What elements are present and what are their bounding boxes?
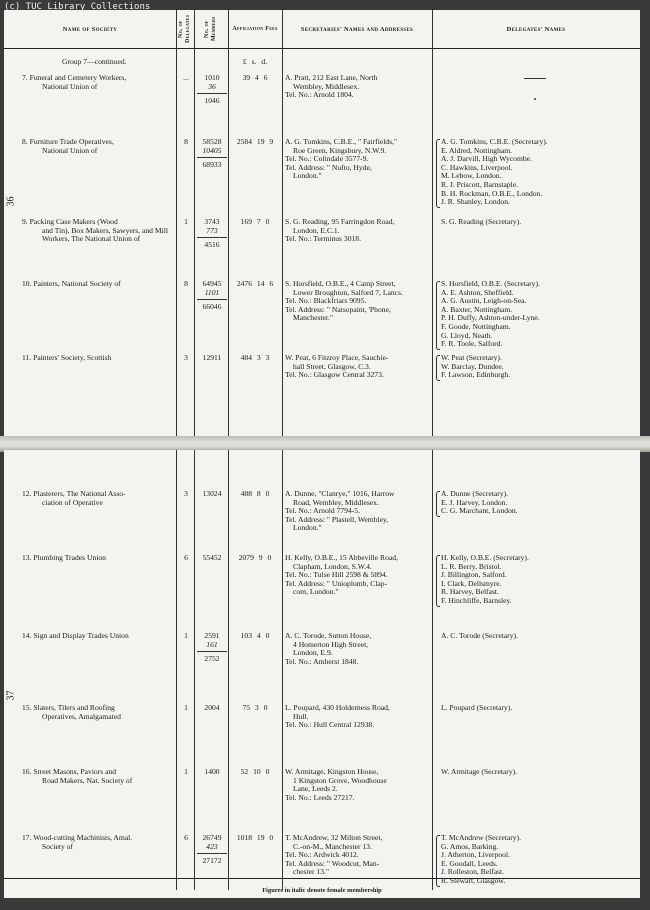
delegate-name: C. G. Marchant, London.: [441, 506, 518, 516]
delegate-name: B. H. Rockman, O.B.E., London.: [441, 188, 543, 198]
secretary-address: [285, 632, 427, 666]
secretary-line: A. G. Tomkins, C.B.E., " Fairfields,": [285, 137, 398, 146]
secretary-address: [285, 704, 427, 730]
delegate-name: E. Goodall, Leeds.: [441, 858, 498, 868]
delegate-name: J. Rolleston, Belfast.: [441, 867, 505, 877]
delegate-names: [441, 490, 601, 516]
delegate-count: ...: [183, 73, 189, 82]
members-total: 66046: [197, 299, 227, 312]
secretary-address: [285, 554, 427, 597]
secretary-address: [285, 834, 427, 877]
society-name: [20, 768, 187, 785]
society-name: [20, 138, 187, 155]
secretary-line: A. C. Torode, Sutton House,: [285, 631, 372, 640]
secretary-line: Tel. No.: Glasgow Central 3273.: [285, 370, 384, 380]
secretary-line: Tel. No.: Ardwick 4012.: [285, 850, 359, 860]
delegate-name: R. Stewart, Glasgow.: [441, 875, 506, 885]
secretary-line: Tel. No.: Arnold 7794-5.: [285, 506, 360, 516]
secretary-line: Tel. No.: Hull Central 12938.: [285, 720, 375, 730]
secretary-line: Lane, Leeds 2.: [293, 784, 338, 794]
delegate-name: A. G. Tomkins, C.B.E. (Secretary).: [441, 137, 548, 146]
members-female: 36: [208, 81, 216, 91]
delegate-names: [441, 354, 601, 380]
secretary-line: com, London.": [293, 587, 339, 597]
secretary-line: London, E.C.1.: [293, 225, 340, 235]
society-name-line: Operatives, Amalgamated: [42, 711, 121, 721]
members-male: 12911: [202, 353, 222, 362]
brace-mark: [436, 355, 440, 381]
society-name-line: 11. Painters' Society, Scottish: [22, 353, 112, 362]
society-name: [20, 704, 187, 721]
members-male: 1400: [204, 767, 220, 776]
secretary-line: Clapham, London, S.W.4.: [293, 561, 372, 571]
secretary-line: Tel. Address: " Plastell, Wembley,: [285, 514, 389, 524]
dot-mark: [534, 98, 536, 100]
society-name: [20, 834, 187, 851]
footer-note: Figures in italic denote female membership: [262, 887, 382, 894]
society-name-line: 7. Funeral and Cemetery Workers,: [22, 73, 127, 82]
page-bottom: [4, 450, 640, 898]
member-count: [197, 138, 227, 170]
delegate-name: W. Peat (Secretary).: [441, 353, 502, 362]
secretary-line: S. G. Reading, 95 Farringdon Road,: [285, 217, 395, 226]
society-name-line: 17. Wood-cutting Machinists, Amal.: [22, 833, 133, 842]
society-name-line: Road Makers, Nat. Society of: [42, 775, 133, 785]
society-name: [20, 280, 187, 289]
delegate-count: 6: [184, 833, 188, 842]
secretary-line: chester 13.": [293, 867, 329, 877]
page-top: [4, 10, 640, 438]
secretary-address: [285, 768, 427, 802]
society-name: [20, 74, 187, 91]
members-male: 1010: [204, 73, 220, 82]
delegate-name: F. Lawson, Edinburgh.: [441, 370, 511, 380]
delegate-name: A. C. Torode (Secretary).: [441, 631, 518, 640]
society-name: [20, 632, 187, 641]
society-name-line: 13. Plumbing Trades Union: [22, 553, 106, 562]
society-name-line: 14. Sign and Display Trades Union: [22, 631, 129, 640]
secretary-address: [285, 138, 427, 181]
society-name-line: 8. Furniture Trade Operatives,: [22, 137, 114, 146]
delegate-name: R. J. Priscott, Barnstaple.: [441, 179, 518, 189]
secretary-line: W. Peat, 6 Fitzroy Place, Sauchie-: [285, 353, 389, 362]
delegate-count: 8: [184, 279, 188, 288]
secretary-line: Tel. No.: Amherst 1848.: [285, 656, 359, 666]
society-name-line: 9. Packing Case Makers (Wood: [22, 217, 118, 226]
brace-mark: [436, 491, 440, 517]
brace-mark: [436, 281, 440, 350]
secretary-line: London.": [293, 171, 322, 181]
secretary-line: S. Horsfield, O.B.E., 4 Camp Street,: [285, 279, 396, 288]
secretary-line: 1 Kingston Grove, Woodhouse: [293, 775, 387, 785]
secretary-line: hall Street, Glasgow, C.3.: [293, 361, 371, 371]
secretary-line: Tel. No.: Terminus 3018.: [285, 234, 361, 244]
secretary-line: A. Pratt, 212 East Lane, North: [285, 73, 378, 82]
delegate-count: 3: [184, 353, 188, 362]
secretary-line: Road, Wembley, Middlesex.: [293, 497, 379, 507]
affiliation-fee: 2476 14 6: [236, 279, 274, 288]
affiliation-fee: 75 3 0: [242, 703, 268, 712]
header-members: No. of Members: [204, 16, 217, 42]
delegate-name: W. Barclay, Dundee.: [441, 361, 504, 371]
secretary-line: Hull.: [293, 711, 309, 721]
society-name-line: and Tin), Box Makers, Sawyers, and Mill Workers, The National Union of: [42, 225, 168, 244]
secretary-address: [285, 354, 427, 380]
watermark: (c) TUC Library Collections: [4, 2, 151, 12]
secretary-line: Tel. Address: " Nufto, Hyde,: [285, 162, 372, 172]
member-count: [197, 704, 227, 713]
member-count: [197, 490, 227, 499]
secretary-line: Tel. No.: Arnold 1804.: [285, 90, 354, 100]
affiliation-fee: 488 8 0: [240, 489, 270, 498]
delegate-names: [441, 280, 601, 349]
members-male: 2591: [204, 631, 220, 640]
group-heading: Group 7—continued.: [62, 57, 127, 66]
delegate-name: A. Baxter, Nottingham.: [441, 304, 513, 314]
delegate-name: R. Harvey, Belfast.: [441, 587, 499, 597]
members-total: 1046: [197, 93, 227, 106]
delegate-name: A. G. Austin, Leigh-on-Sea.: [441, 296, 527, 306]
secretary-line: Manchester.": [293, 313, 334, 323]
delegate-name: E. J. Harvey, London.: [441, 497, 508, 507]
brace-mark: [436, 139, 440, 208]
delegate-name: M. Lebow, London.: [441, 171, 502, 181]
delegate-names: [441, 218, 601, 227]
secretary-line: London, E.9.: [293, 648, 333, 658]
member-count: [197, 218, 227, 250]
affiliation-fee: 169 7 0: [240, 217, 270, 226]
delegate-name: F. Hinchliffe, Barnsley.: [441, 595, 512, 605]
table-header: [4, 10, 640, 49]
delegate-names: [441, 632, 601, 641]
affiliation-fee: 1018 19 0: [236, 833, 274, 842]
secretary-line: 4 Homerton High Street,: [293, 639, 369, 649]
delegate-name: A. E. Ashton, Sheffield.: [441, 287, 514, 297]
members-female: 10405: [202, 145, 222, 155]
secretary-address: [285, 280, 427, 323]
secretary-line: Tel. No.: Blackfriars 9095.: [285, 296, 367, 306]
delegate-names: [441, 768, 601, 777]
member-count: [197, 74, 227, 106]
delegate-name: A. Dunne (Secretary).: [441, 489, 509, 498]
delegate-names: [441, 704, 601, 713]
secretary-line: Tel. No.: Tulse Hill 2598 & 5894.: [285, 570, 388, 580]
member-count: [197, 632, 227, 664]
secretary-line: Tel. Address: " Natsopaint, 'Phone,: [285, 304, 391, 314]
page-number-bottom: 37: [5, 690, 17, 701]
member-count: [197, 280, 227, 312]
member-count: [197, 768, 227, 777]
delegate-count: 6: [184, 553, 188, 562]
society-name-line: 16. Street Masons, Paviors and: [22, 767, 117, 776]
delegate-name: T. McAndrew (Secretary).: [441, 833, 521, 842]
delegate-name: W. Armitage (Secretary).: [441, 767, 518, 776]
members-total: 2752: [197, 651, 227, 664]
society-name: [20, 218, 187, 244]
secretary-line: W. Armitage, Kingston House,: [285, 767, 379, 776]
secretary-address: [285, 490, 427, 533]
delegate-count: 3: [184, 489, 188, 498]
page-number-top: 36: [5, 196, 17, 207]
affiliation-fee: 39 4 6: [242, 73, 268, 82]
affiliation-fee: 2079 9 0: [238, 553, 272, 562]
society-name: [20, 354, 187, 363]
members-male: 26749: [202, 833, 222, 842]
delegate-name: E. Aldred, Nottingham.: [441, 145, 513, 155]
delegate-names: [441, 138, 601, 207]
secretary-line: L. Poupard, 430 Holderness Road,: [285, 703, 390, 712]
delegate-name: A. J. Darvill, High Wycombe.: [441, 154, 532, 164]
delegate-name: H. Kelly, O.B.E. (Secretary).: [441, 553, 529, 562]
delegate-name: G. Lloyd, Neath.: [441, 330, 493, 340]
secretary-line: Tel. No.: Colindale 3577-9.: [285, 154, 369, 164]
member-count: [197, 354, 227, 363]
delegate-name: G. Amos, Barking.: [441, 841, 499, 851]
society-name-line: National Union of: [42, 145, 98, 155]
delegate-count: 1: [184, 703, 188, 712]
delegate-name: L. Poupard (Secretary).: [441, 703, 513, 712]
society-name: [20, 490, 187, 507]
secretary-line: C.-on-M., Manchester 13.: [293, 841, 372, 851]
members-male: 58528: [202, 137, 222, 146]
secretary-line: Tel. Address: " Unioplumb, Clap-: [285, 578, 388, 588]
header-delegates: No. of Delegates: [178, 14, 191, 44]
society-name-line: National Union of: [42, 81, 98, 91]
members-female: 161: [206, 639, 218, 649]
delegate-name: J. Atherton, Liverpool.: [441, 850, 510, 860]
delegate-name: F. Goode, Nottingham.: [441, 321, 511, 331]
members-male: 13024: [202, 489, 222, 498]
members-total: 27172: [197, 853, 227, 866]
member-count: [197, 554, 227, 563]
delegate-names: [441, 554, 601, 606]
secretary-line: H. Kelly, O.B.E., 15 Abbeville Road,: [285, 553, 398, 562]
delegate-name: S. Horsfield, O.B.E. (Secretary).: [441, 279, 540, 288]
society-name-line: 15. Slaters, Tilers and Roofing: [22, 703, 115, 712]
dash-mark: [524, 78, 546, 79]
affiliation-fee: 52 10 0: [240, 767, 270, 776]
affiliation-fee: 484 3 3: [240, 353, 270, 362]
secretary-line: Tel. No.: Leeds 27217.: [285, 792, 355, 802]
members-female: 1101: [204, 287, 220, 297]
delegate-count: 8: [184, 137, 188, 146]
society-name: [20, 554, 187, 563]
society-name-line: 10. Painters, National Society of: [22, 279, 121, 288]
secretary-line: Roe Green, Kingsbury, N.W.9.: [293, 145, 387, 155]
currency-heading: £ s. d.: [242, 57, 268, 66]
delegate-name: F. R. Toole, Salford.: [441, 339, 503, 349]
delegate-name: I. Clark, Dellsmyre.: [441, 578, 502, 588]
affiliation-fee: 2584 19 9: [236, 137, 274, 146]
secretary-line: Wembley, Middlesex.: [293, 81, 360, 91]
members-total: 68933: [197, 157, 227, 170]
delegate-name: S. G. Reading (Secretary).: [441, 217, 522, 226]
society-name-line: Society of: [42, 841, 74, 851]
society-name-line: 12. Plasterers, The National Asso-: [22, 489, 126, 498]
members-male: 2004: [204, 703, 220, 712]
delegate-name: C. Hawkins, Liverpool.: [441, 162, 513, 172]
delegate-count: 1: [184, 217, 188, 226]
members-female: 423: [206, 841, 218, 851]
members-male: 3743: [204, 217, 220, 226]
header-delegates-names: Delegates' Names: [506, 25, 566, 33]
delegate-name: P. H. Duffy, Ashton-under-Lyne.: [441, 313, 540, 323]
secretary-line: T. McAndrew, 32 Milton Street,: [285, 833, 383, 842]
delegate-count: 1: [184, 631, 188, 640]
brace-mark: [436, 555, 440, 607]
members-male: 55452: [202, 553, 222, 562]
header-society: Name of Society: [62, 25, 118, 33]
delegate-name: L. R. Berry, Bristol.: [441, 561, 502, 571]
society-name-line: ciation of Operative: [42, 497, 103, 507]
delegate-name: J. R. Shanley, London.: [441, 197, 510, 207]
secretary-line: Tel. Address: " Woodcut, Man-: [285, 858, 380, 868]
secretary-address: [285, 74, 427, 100]
delegate-count: 1: [184, 767, 188, 776]
secretary-line: A. Dunne, "Clanrye," 1016, Harrow: [285, 489, 395, 498]
affiliation-fee: 103 4 0: [240, 631, 270, 640]
header-secretaries: Secretaries' Names and Addresses: [300, 25, 414, 33]
delegate-name: J. Billington, Salford.: [441, 570, 507, 580]
header-fees: Affiliation Fees: [232, 26, 278, 32]
secretary-address: [285, 218, 427, 244]
members-female: 773: [206, 225, 218, 235]
secretary-line: Lower Broughton, Salford 7, Lancs.: [293, 287, 403, 297]
members-male: 64945: [202, 279, 222, 288]
secretary-line: London.": [293, 523, 322, 533]
member-count: [197, 834, 227, 866]
members-total: 4516: [197, 237, 227, 250]
